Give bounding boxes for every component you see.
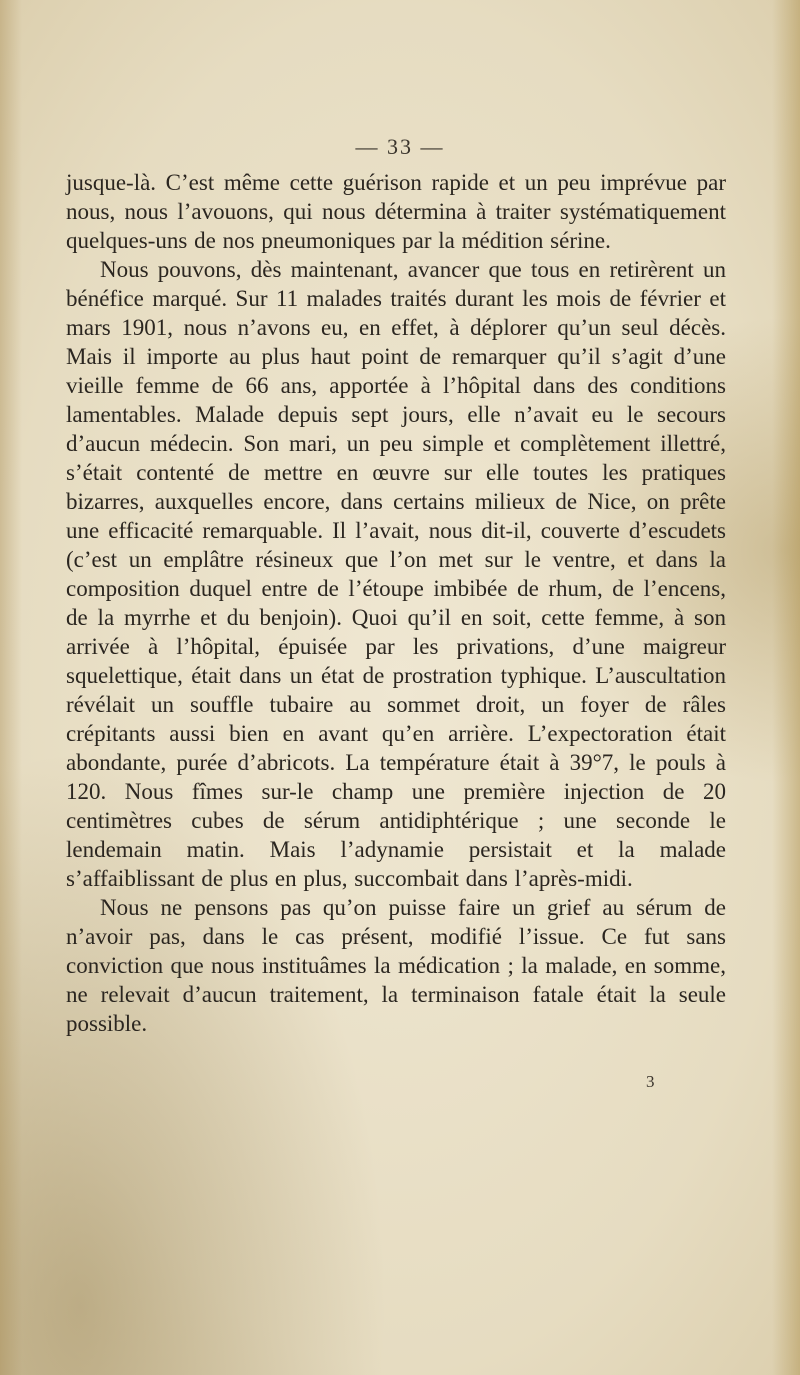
page-edge-shadow-right	[772, 0, 800, 1375]
paragraph-2: Nous pouvons, dès maintenant, avancer que tous en retirèrent un bénéfice marqué. Sur 11 malades traités durant les mois de février et mars 1901, nous n’avons eu, en effet, à déplorer qu’un seul décès. Mais il importe au plus haut point de remarquer qu’il s’agit d’une vieille femme de 66 ans, apportée à l’hôpital dans des conditions lamentables. Malade depuis sept jours, elle n’avait eu le secours d’aucun médecin. Son mari, un peu simple et complètement illettré, s’était contenté de mettre en œuvre sur elle toutes les pratiques bizarres, auxquelles encore, dans certains milieux de Nice, on prête une efficacité remarquable. Il l’avait, nous dit-il, couverte d’escudets (c’est un emplâtre résineux que l’on met sur le ventre, et dans la composition duquel entre de l’étoupe imbibée de rhum, de l’encens, de la myrrhe et du benjoin). Quoi qu’il en soit, cette femme, à son arrivée à l’hôpital, épuisée par les privations, d’une maigreur squelettique, était dans un état de prostration typhique. L’auscultation révélait un souffle tubaire au sommet droit, un foyer de râles crépitants aussi bien en avant qu’en arrière. L’expectoration était abondante, purée d’abricots. La température était à 39°7, le pouls à 120. Nous fîmes sur-le champ une première injection de 20 centimètres cubes de sérum antidiphtérique ; une seconde le lendemain matin. Mais l’adynamie persistait et la malade s’affaiblissant de plus en plus, succombait dans l’après-midi.	[66, 257, 726, 891]
signature-mark: 3	[646, 1072, 655, 1091]
page-number: — 33 —	[355, 134, 445, 159]
paragraph-1: jusque-là. C’est même cette guérison rapide et un peu imprévue par nous, nous l’avouons, qui nous détermina à traiter systématiquement quelques-uns de nos pneumoniques par la médition sérine.	[66, 170, 726, 253]
page-edge-shadow-left	[0, 0, 22, 1375]
paragraph-3: Nous ne pensons pas qu’on puisse faire un grief au sérum de n’avoir pas, dans le cas présent, modifié l’issue. Ce fut sans conviction que nous instituâmes la médication ; la malade, en somme, ne relevait d’aucun traitement, la terminaison fatale était la seule possible.	[66, 895, 726, 1036]
body-text	[66, 168, 726, 1038]
